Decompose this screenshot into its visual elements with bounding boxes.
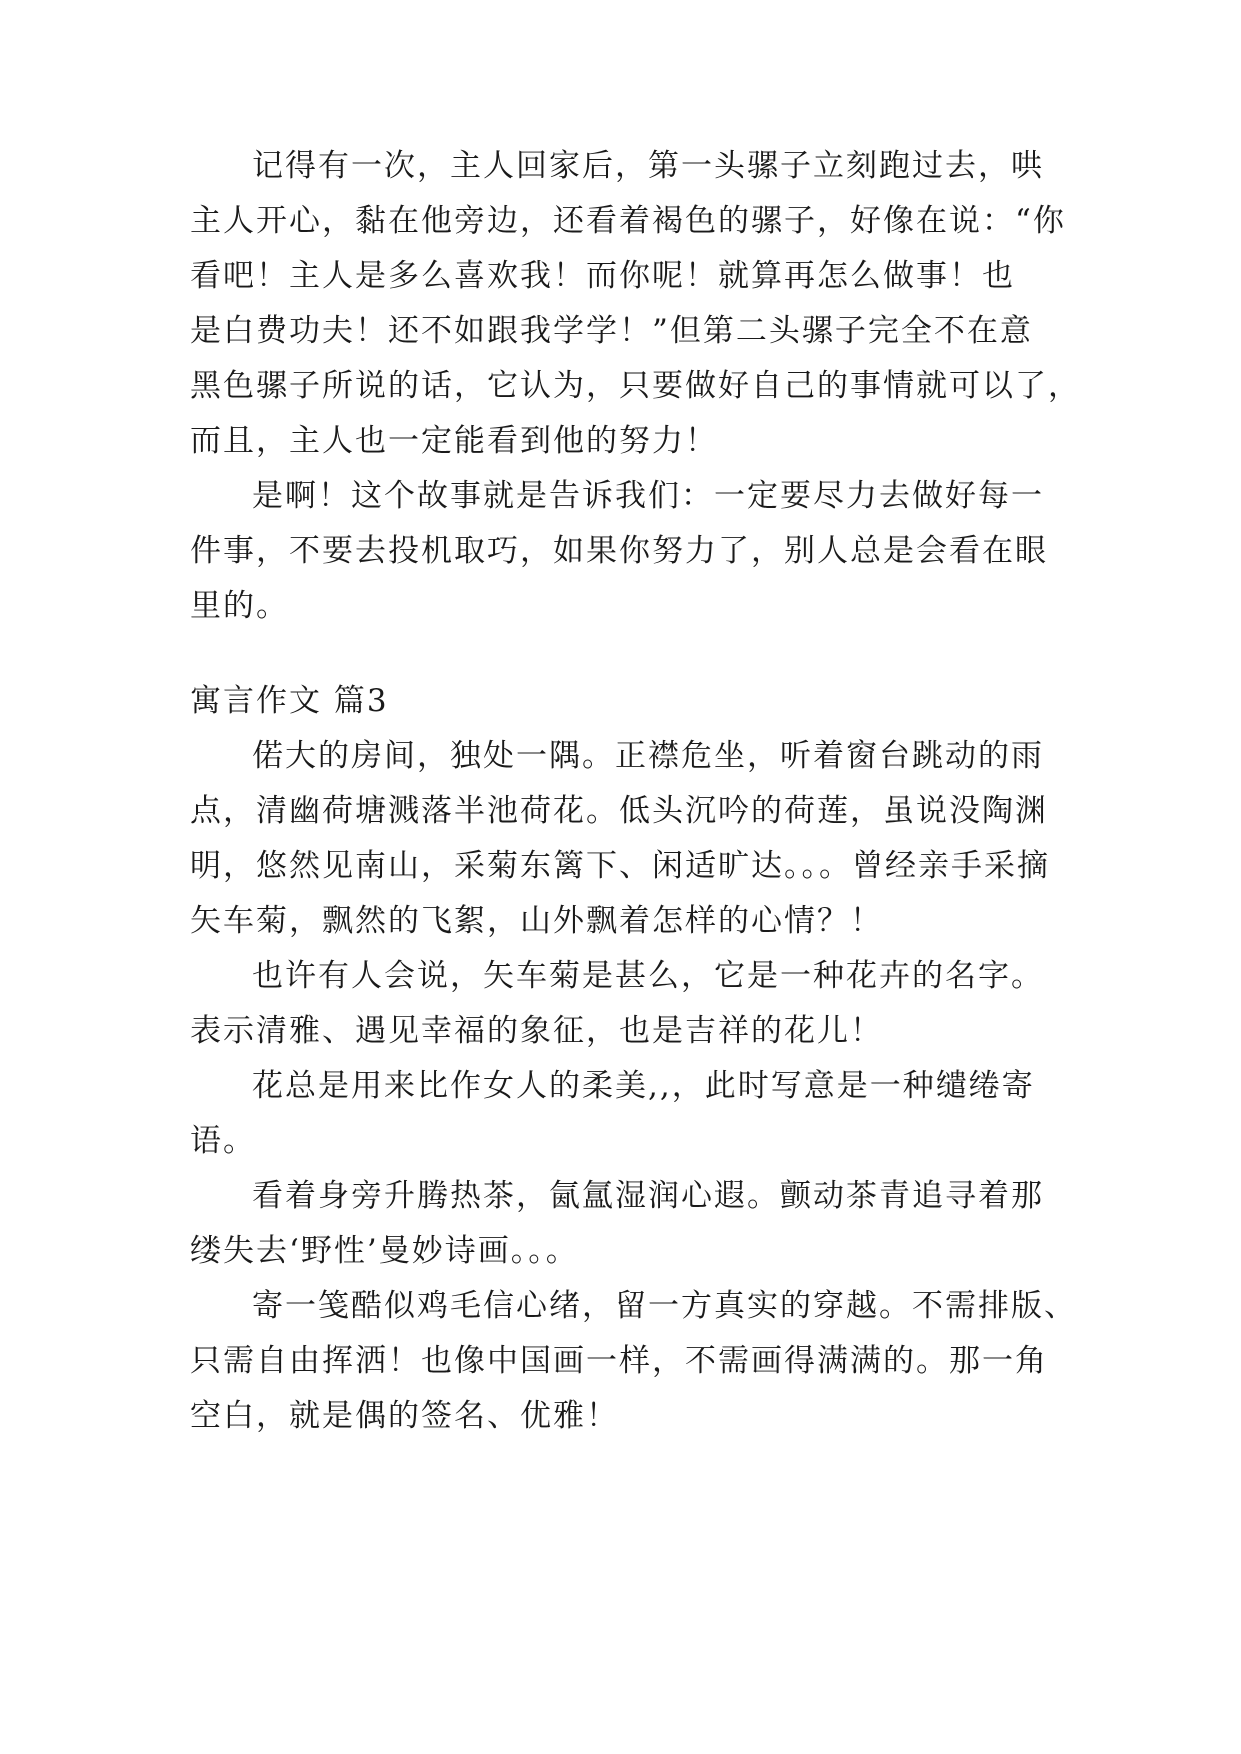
paragraph-line: 缕失去‘野性’曼妙诗画。。。 bbox=[190, 1233, 579, 1269]
paragraph-line: 表示清雅、遇见幸福的象征，也是吉祥的花儿！ bbox=[190, 1013, 883, 1049]
paragraph-line: 主人开心，黏在他旁边，还看着褐色的骡子，好像在说：“你 bbox=[190, 203, 1066, 239]
paragraph-line: 明，悠然见南山，采菊东篱下、闲适旷达。。。曾经亲手采摘 bbox=[190, 848, 1050, 884]
paragraph-line: 偌大的房间，独处一隅。正襟危坐，听着窗台跳动的雨 bbox=[252, 738, 1044, 774]
paragraph-line: 是啊！这个故事就是告诉我们：一定要尽力去做好每一 bbox=[252, 478, 1044, 514]
paragraph-line: 点，清幽荷塘溅落半池荷花。低头沉吟的荷莲，虽说没陶渊 bbox=[190, 793, 1048, 829]
paragraph-line: 花总是用来比作女人的柔美,,，此时写意是一种缱绻寄 bbox=[252, 1068, 1035, 1104]
paragraph-line: 也许有人会说，矢车菊是甚么，它是一种花卉的名字。 bbox=[252, 958, 1044, 994]
paragraph-line: 而且，主人也一定能看到他的努力！ bbox=[190, 423, 718, 459]
section-title: 寓言作文 篇3 bbox=[190, 683, 389, 719]
paragraph-line: 矢车菊，飘然的飞絮，山外飘着怎样的心情？！ bbox=[190, 903, 883, 939]
paragraph-line: 看吧！主人是多么喜欢我！而你呢！就算再怎么做事！也 bbox=[190, 258, 1015, 294]
paragraph-line: 里的。 bbox=[190, 588, 289, 624]
paragraph-line: 看着身旁升腾热茶，氤氲湿润心遐。颤动茶青追寻着那 bbox=[252, 1178, 1044, 1214]
paragraph-line: 寄一笺酷似鸡毛信心绪，留一方真实的穿越。不需排版、 bbox=[252, 1288, 1077, 1324]
paragraph-line: 记得有一次，主人回家后，第一头骡子立刻跑过去，哄 bbox=[252, 148, 1044, 184]
paragraph-line: 是白费功夫！还不如跟我学学！”但第二头骡子完全不在意 bbox=[190, 313, 1033, 349]
paragraph-line: 空白，就是偶的签名、优雅！ bbox=[190, 1398, 619, 1434]
paragraph-line: 黑色骡子所说的话，它认为，只要做好自己的事情就可以了， bbox=[190, 368, 1081, 404]
paragraph-line: 件事，不要去投机取巧，如果你努力了，别人总是会看在眼 bbox=[190, 533, 1048, 569]
paragraph-line: 只需自由挥洒！也像中国画一样，不需画得满满的。那一角 bbox=[190, 1343, 1048, 1379]
paragraph-line: 语。 bbox=[190, 1123, 256, 1159]
